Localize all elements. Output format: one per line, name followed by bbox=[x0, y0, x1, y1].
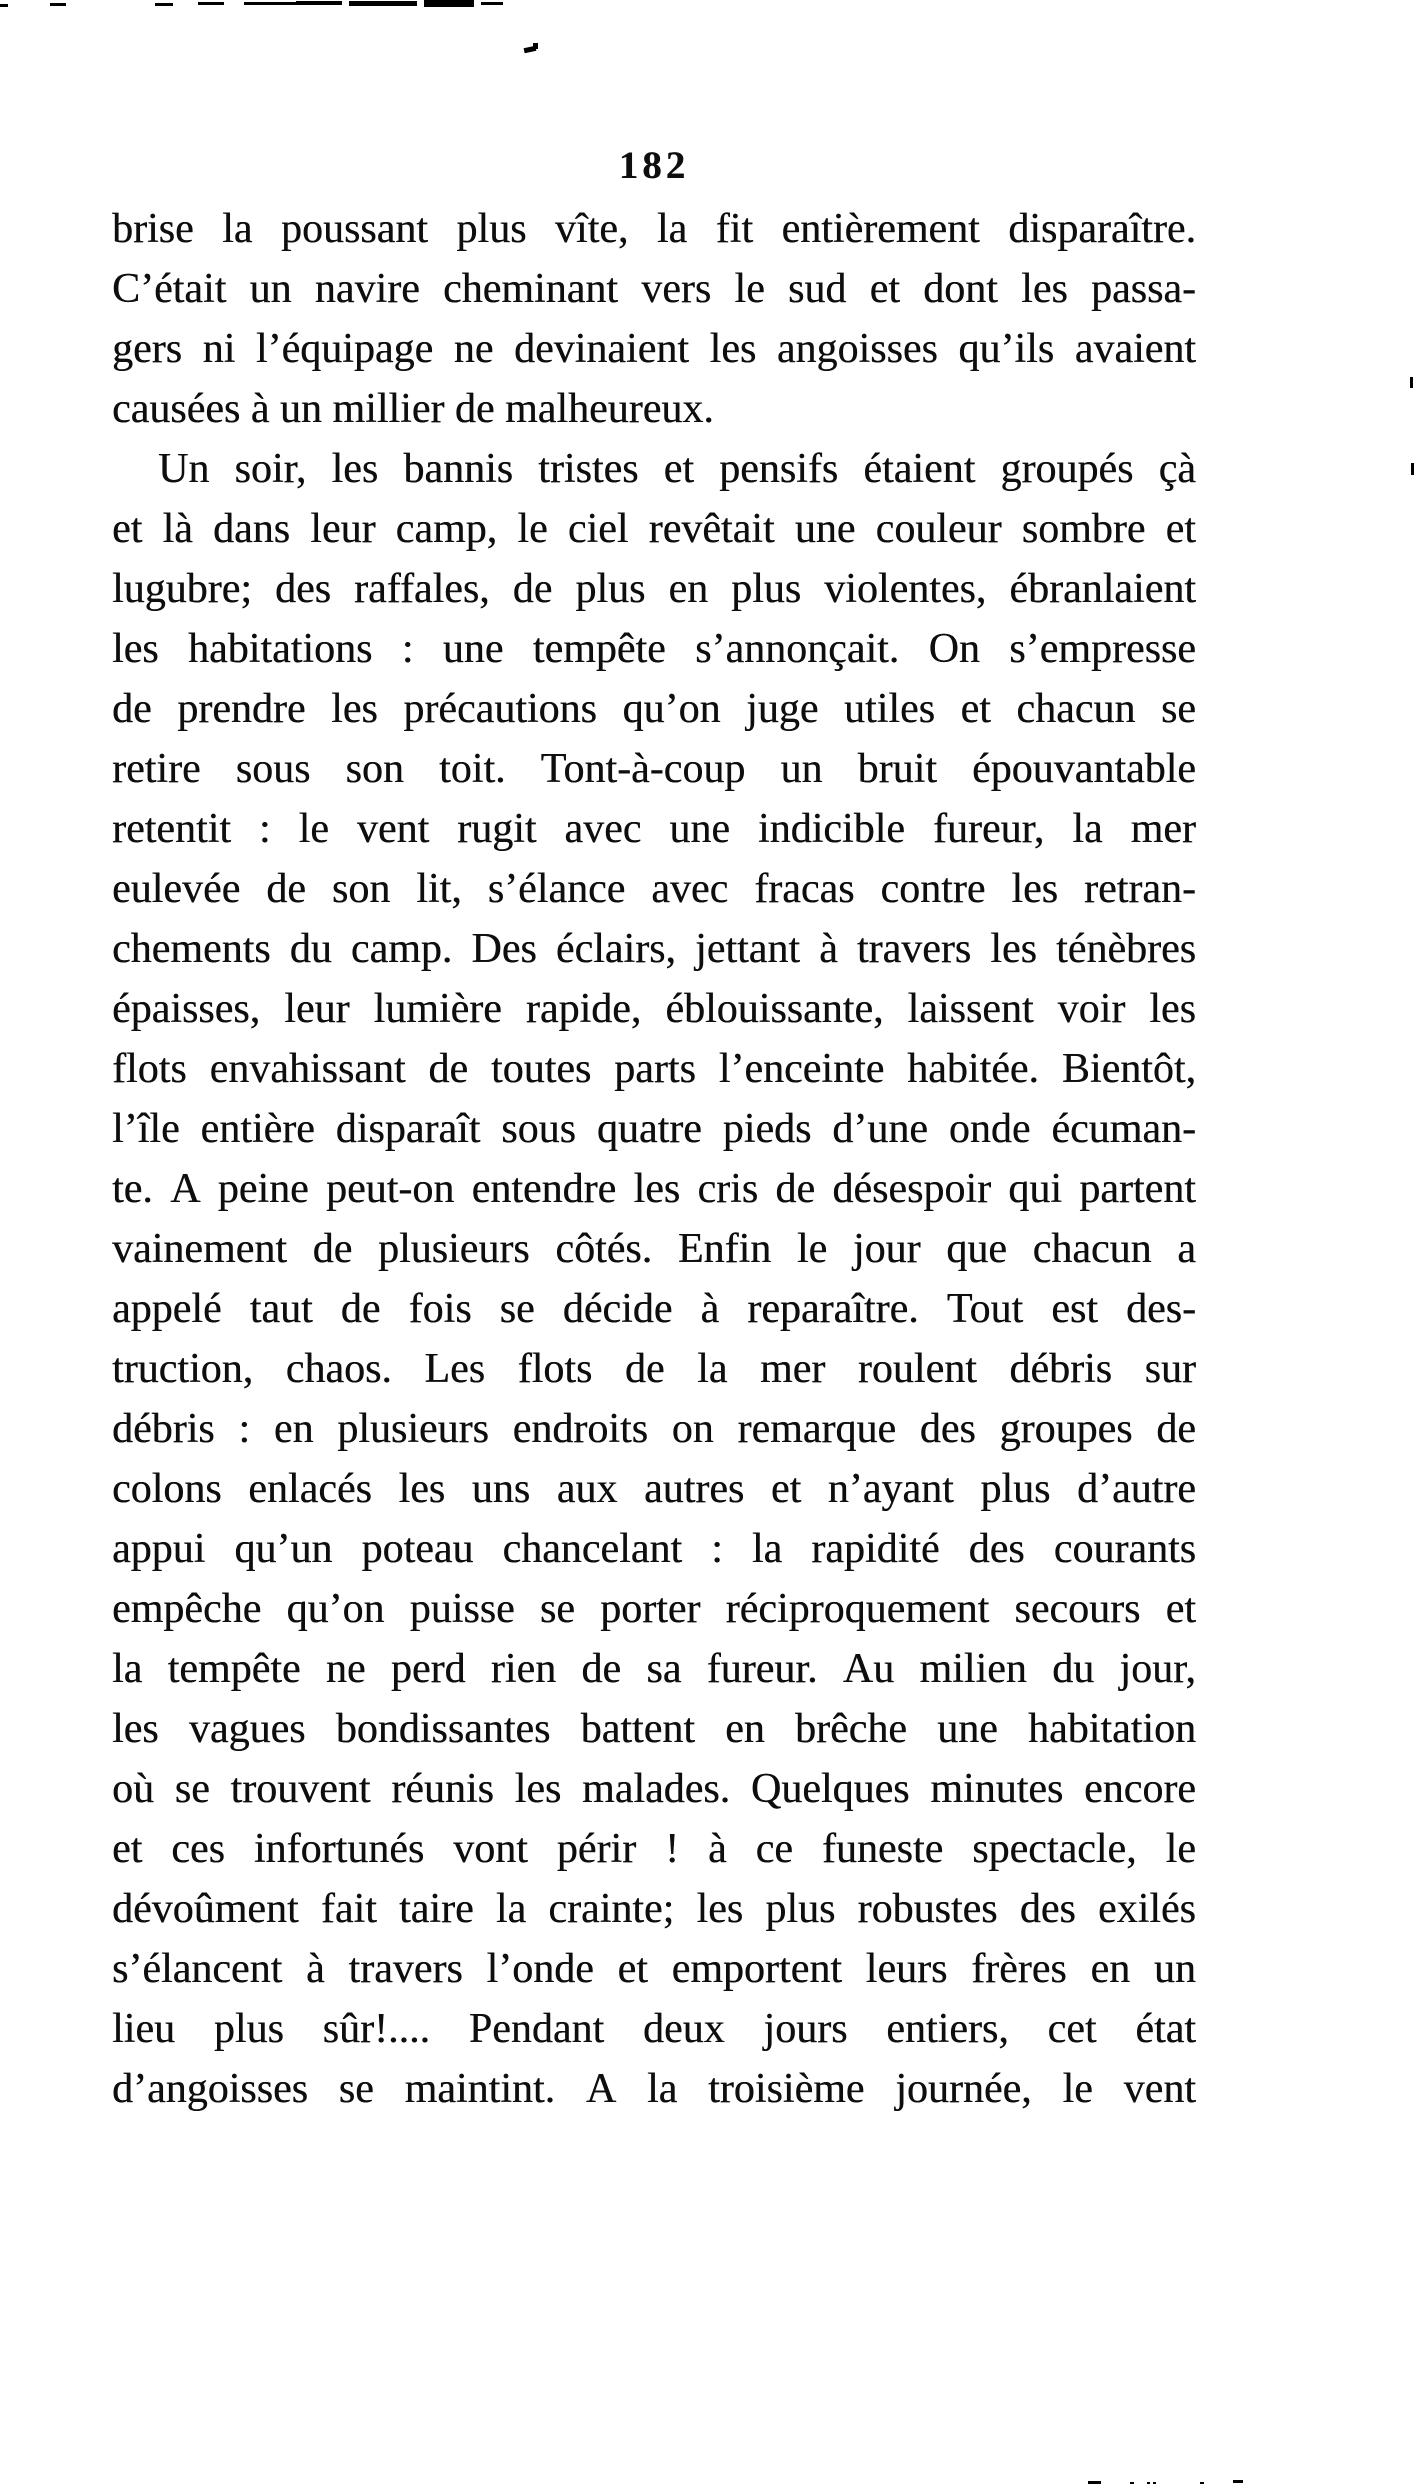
text-line: lieu plus sûr!.... Pendant deux jours entiers, cet état bbox=[112, 2006, 1196, 2052]
text-line: eulevée de son lit, s’élance avec fracas contre les retran- bbox=[112, 866, 1196, 912]
text-line: les vagues bondissantes battent en brêche une habitation bbox=[112, 1706, 1196, 1752]
scan-artifact-top-dash bbox=[296, 1, 342, 5]
text-line: de prendre les précautions qu’on juge utiles et chacun se bbox=[112, 686, 1196, 732]
text-line: et ces infortunés vont périr ! à ce funeste spectacle, le bbox=[112, 1826, 1196, 1872]
scan-artifact-top-dash bbox=[424, 0, 474, 7]
page-number: 182 bbox=[618, 144, 690, 187]
scan-artifact-bottom-dash bbox=[1233, 2480, 1243, 2483]
text-line: chements du camp. Des éclairs, jettant à travers les ténèbres bbox=[112, 926, 1196, 972]
text-line: te. A peine peut-on entendre les cris de désespoir qui partent bbox=[112, 1166, 1196, 1212]
scan-artifact-bottom-dash bbox=[1088, 2481, 1101, 2484]
text-line: retire sous son toit. Tont-à-coup un bruit épouvantable bbox=[112, 746, 1196, 792]
text-line: flots envahissant de toutes parts l’enceinte habitée. Bientôt, bbox=[112, 1046, 1196, 1092]
scan-artifact-top-dash bbox=[244, 2, 298, 5]
text-line: les habitations : une tempête s’annonçait. On s’empresse bbox=[112, 626, 1196, 672]
text-line: Un soir, les bannis tristes et pensifs étaient groupés çà bbox=[158, 446, 1196, 492]
scan-artifact-bottom-dash bbox=[1153, 2482, 1156, 2484]
scan-artifact-right-tick bbox=[1410, 377, 1413, 388]
text-line: et là dans leur camp, le ciel revêtait une couleur sombre et bbox=[112, 506, 1196, 552]
text-line: appui qu’un poteau chancelant : la rapidité des courants bbox=[112, 1526, 1196, 1572]
text-line: s’élancent à travers l’onde et emportent leurs frères en un bbox=[112, 1946, 1196, 1992]
text-line: C’était un navire cheminant vers le sud et dont les passa- bbox=[112, 266, 1196, 312]
scan-artifact-speck bbox=[533, 43, 538, 49]
scan-artifact-right-tick bbox=[1411, 463, 1414, 475]
text-line: dévoûment fait taire la crainte; les plus robustes des exilés bbox=[112, 1886, 1196, 1932]
scan-artifact-top-dash bbox=[50, 3, 66, 6]
text-line: où se trouvent réunis les malades. Quelques minutes encore bbox=[112, 1766, 1196, 1812]
text-line: vainement de plusieurs côtés. Enfin le jour que chacun a bbox=[112, 1226, 1196, 1272]
scan-artifact-bottom-dash bbox=[1130, 2482, 1134, 2484]
scan-artifact-top-dash bbox=[155, 3, 173, 6]
text-line: gers ni l’équipage ne devinaient les angoisses qu’ils avaient bbox=[112, 326, 1196, 372]
text-line: colons enlacés les uns aux autres et n’ayant plus d’autre bbox=[112, 1466, 1196, 1512]
scan-artifact-top-dash bbox=[481, 2, 503, 5]
text-line: empêche qu’on puisse se porter réciproquement secours et bbox=[112, 1586, 1196, 1632]
text-line: brise la poussant plus vîte, la fit entièrement disparaître. bbox=[112, 206, 1196, 252]
scan-artifact-top-dash bbox=[0, 4, 8, 7]
scan-artifact-bottom-dash bbox=[1147, 2482, 1150, 2484]
text-line: débris : en plusieurs endroits on remarque des groupes de bbox=[112, 1406, 1196, 1452]
text-line: lugubre; des raffales, de plus en plus violentes, ébranlaient bbox=[112, 566, 1196, 612]
text-line: épaisses, leur lumière rapide, éblouissante, laissent voir les bbox=[112, 986, 1196, 1032]
text-line: l’île entière disparaît sous quatre pieds d’une onde écuman- bbox=[112, 1106, 1196, 1152]
text-line: retentit : le vent rugit avec une indicible fureur, la mer bbox=[112, 806, 1196, 852]
scan-artifact-bottom-dash bbox=[1200, 2482, 1204, 2484]
scan-artifact-top-dash bbox=[198, 2, 224, 5]
text-line: truction, chaos. Les flots de la mer roulent débris sur bbox=[112, 1346, 1196, 1392]
text-line: causées à un millier de malheureux. bbox=[112, 386, 714, 432]
text-line: d’angoisses se maintint. A la troisième journée, le vent bbox=[112, 2066, 1196, 2112]
page-body bbox=[112, 199, 1196, 2119]
text-line: appelé taut de fois se décide à reparaître. Tout est des- bbox=[112, 1286, 1196, 1332]
text-line: la tempête ne perd rien de sa fureur. Au milien du jour, bbox=[112, 1646, 1196, 1692]
scan-artifact-top-dash bbox=[349, 1, 417, 6]
